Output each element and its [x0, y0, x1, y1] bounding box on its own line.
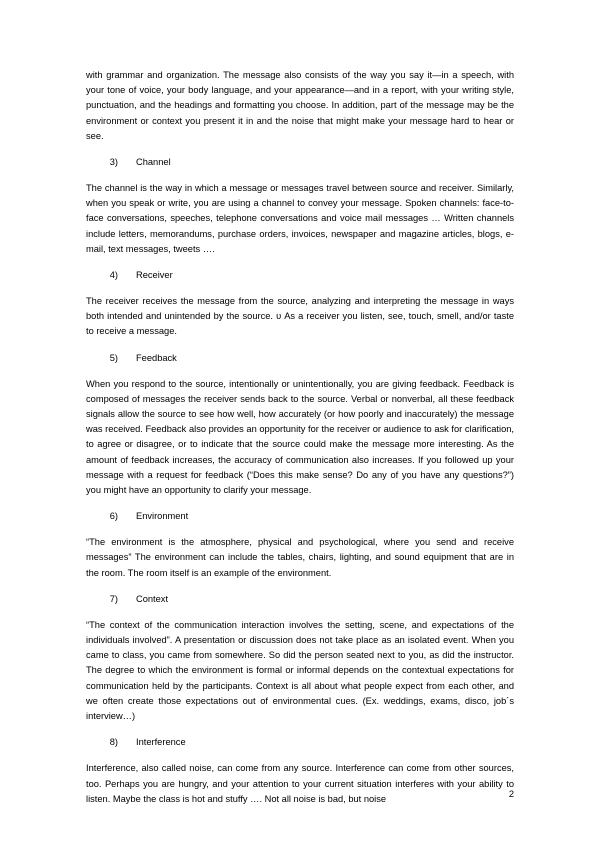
page-number: 2 — [508, 789, 514, 799]
heading-number: 4) — [109, 270, 118, 281]
heading-number: 5) — [109, 352, 118, 363]
heading-label: Environment — [136, 511, 189, 522]
paragraph-environment: “The environment is the atmosphere, physical and psychological, where you send and receive messages” The environment can include the tables, chairs, lighting, and sound equipment that are in the room. The room itself is an example of the environment. — [86, 537, 514, 578]
heading-label: Feedback — [136, 352, 177, 363]
heading-label: Interference — [136, 737, 186, 748]
heading-context — [86, 593, 514, 606]
heading-number: 3) — [109, 157, 118, 168]
heading-feedback — [86, 352, 514, 365]
heading-label: Context — [136, 593, 169, 604]
heading-interference — [86, 736, 514, 749]
paragraph-context: “The context of the communication interaction involves the setting, scene, and expectations of the individuals involved”. A presentation or discussion does not take place as an isolated event. When you came to class, you came from somewhere. So did the person seated next to you, as did the instructor. The degree to which the environment is formal or informal depends on the contextual expectations for communication held by the participants. Context is all about what people expect from each other, and we often create those expectations out of environmental cues. (Ex. weddings, exams, disco, job´s interview…) — [86, 619, 514, 722]
heading-label: Receiver — [136, 270, 173, 281]
heading-number: 6) — [109, 511, 118, 522]
paragraph-channel: The channel is the way in which a message or messages travel between source and receiver. Similarly, when you speak or write, you are using a channel to convey your message. Spoken channels: face-to-face conversations, speeches, telephone conversations and voice mail messages … Written channels include letters, memorandums, purchase orders, invoices, newspaper and magazine articles, blogs, e-mail, text messages, tweets …. — [86, 183, 514, 254]
document-body — [86, 68, 514, 819]
paragraph-interference: Interference, also called noise, can come from any source. Interference can come from other sources, too. Perhaps you are hungry, and your attention to your current situation interferes with your ability to listen. Maybe the class is hot and stuffy …. Not all noise is bad, but noise — [86, 763, 514, 804]
heading-number: 7) — [109, 593, 118, 604]
paragraph-message-continued: with grammar and organization. The message also consists of the way you say it—in a speech, with your tone of voice, your body language, and your appearance—and in a report, with your writing style, punctuation, and the headings and formatting you choose. In addition, part of the message may be the environment or context you present it in and the noise that might make your message hard to hear or see. — [86, 70, 514, 141]
heading-number: 8) — [109, 737, 118, 748]
heading-receiver — [86, 269, 514, 282]
paragraph-receiver: The receiver receives the message from the source, analyzing and interpreting the message in ways both intended and unintended by the source. υ As a receiver you listen, see, touch, smell, and/or taste to receive a message. — [86, 296, 514, 337]
heading-environment — [86, 510, 514, 523]
heading-label: Channel — [136, 157, 171, 168]
heading-channel — [86, 156, 514, 169]
paragraph-feedback: When you respond to the source, intentionally or unintentionally, you are giving feedback. Feedback is composed of messages the receiver sends back to the source. Verbal or nonverbal, all these feedback signals allow the source to see how well, how accurately (or how poorly and inaccurately) the message was received. Feedback also provides an opportunity for the receiver or audience to ask for clarification, to agree or disagree, or to indicate that the source could make the message more interesting. As the amount of feedback increases, the accuracy of communication also increases. If you followed up your message with a request for feedback (“Does this make sense? Do any of you have any questions?”) you might have an opportunity to clarify your message. — [86, 378, 514, 496]
